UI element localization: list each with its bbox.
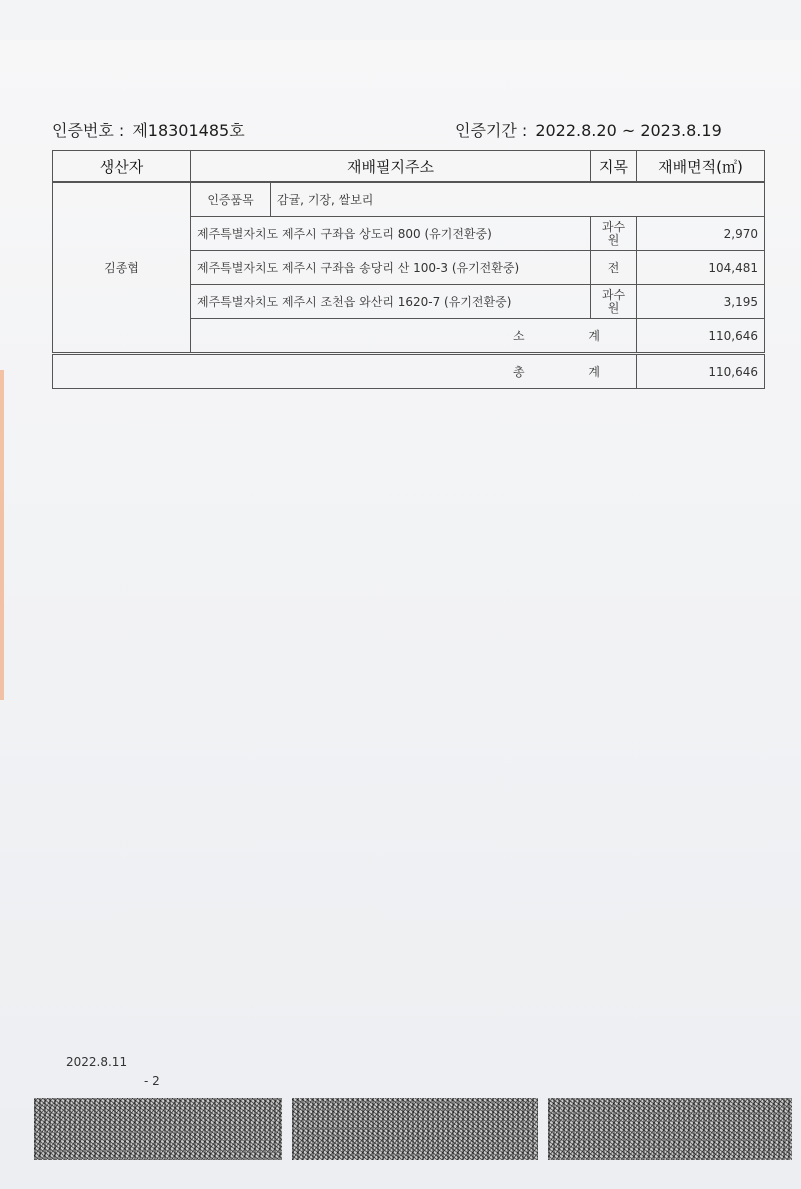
page-number: - 2 — [144, 1074, 160, 1088]
subtotal-label: 소 계 — [191, 319, 637, 354]
row-area: 104,481 — [637, 251, 765, 285]
row-category: 전 — [591, 251, 637, 285]
items-value: 감귤, 기장, 쌀보리 — [271, 182, 765, 217]
row-area: 2,970 — [637, 217, 765, 251]
total-value: 110,646 — [637, 354, 765, 389]
total-row — [53, 354, 765, 389]
items-label: 인증품목 — [191, 182, 271, 217]
row-category: 과수원 — [591, 285, 637, 319]
items-row — [53, 182, 765, 217]
certificate-table — [52, 150, 765, 389]
header-area: 재배면적(㎡) — [637, 151, 765, 183]
cert-number-label: 인증번호 : — [52, 121, 125, 140]
table-header-row — [53, 151, 765, 183]
cert-number — [52, 118, 245, 141]
cert-period — [455, 118, 722, 141]
security-pattern-left — [34, 1098, 282, 1160]
subtotal-value: 110,646 — [637, 319, 765, 354]
row-address: 제주특별자치도 제주시 구좌읍 상도리 800 (유기전환중) — [191, 217, 591, 251]
header-address: 재배필지주소 — [191, 151, 591, 183]
security-pattern-middle — [292, 1098, 538, 1160]
edge-tab — [0, 370, 4, 700]
cert-period-label: 인증기간 : — [455, 121, 528, 140]
row-address: 제주특별자치도 제주시 구좌읍 송당리 산 100-3 (유기전환중) — [191, 251, 591, 285]
row-area: 3,195 — [637, 285, 765, 319]
row-address: 제주특별자치도 제주시 조천읍 와산리 1620-7 (유기전환중) — [191, 285, 591, 319]
cert-period-value: 2022.8.20 ~ 2023.8.19 — [535, 121, 722, 140]
header-category: 지목 — [591, 151, 637, 183]
header-producer: 생산자 — [53, 151, 191, 183]
total-label: 총 계 — [53, 354, 637, 389]
issue-date: 2022.8.11 — [66, 1055, 128, 1069]
security-pattern-right — [548, 1098, 792, 1160]
cert-number-value: 제18301485호 — [132, 121, 245, 140]
row-category: 과수원 — [591, 217, 637, 251]
producer-name: 김종협 — [53, 182, 191, 354]
